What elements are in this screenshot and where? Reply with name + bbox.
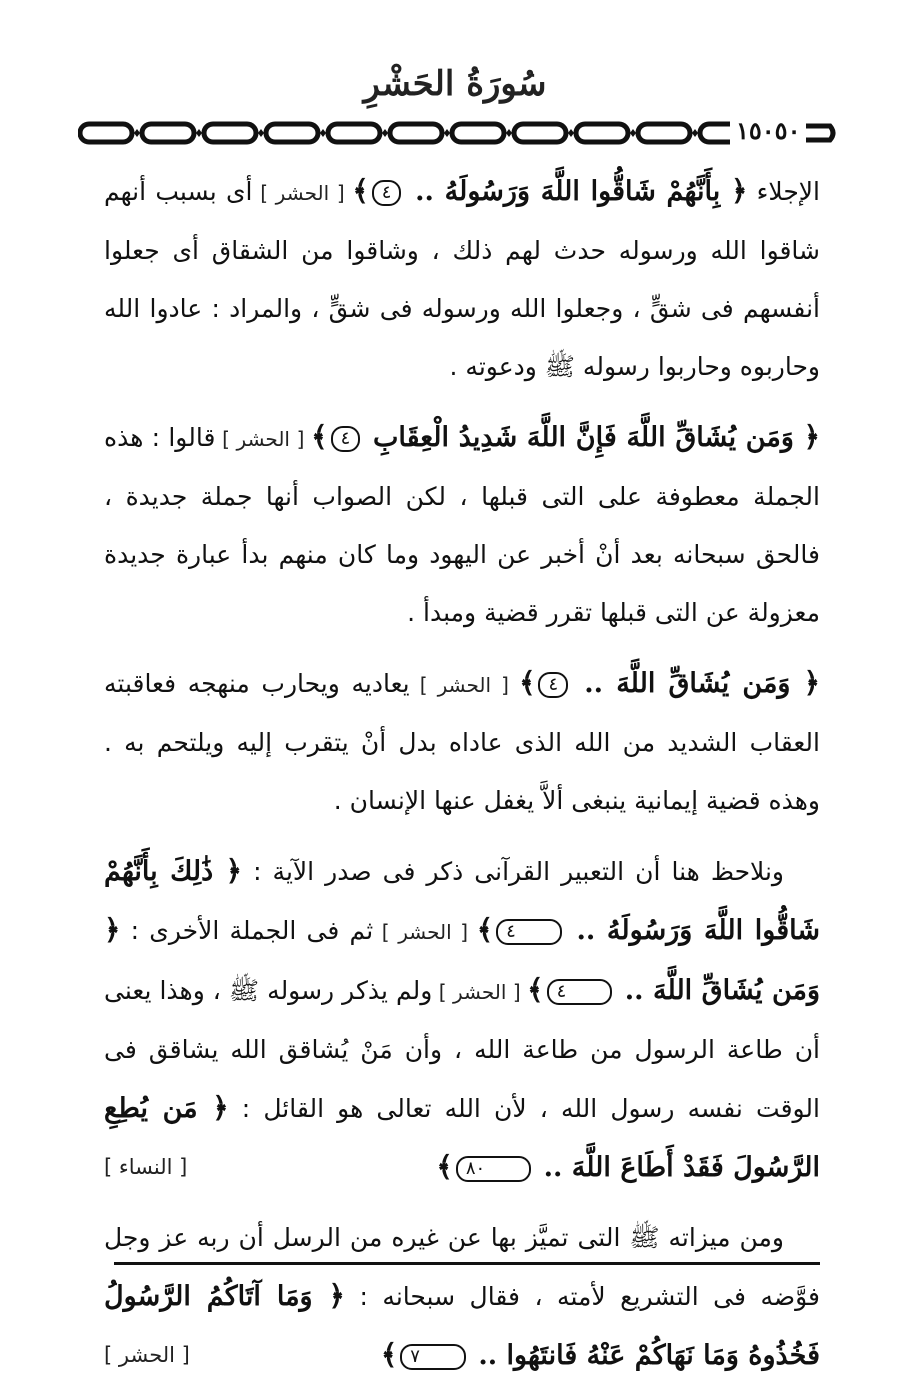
quran-bracket: ﴿ xyxy=(225,854,243,887)
body-text-run: قالوا : هذه الجملة معطوفة على التى قبلها ، لكن الصواب أنها جملة جديدة ، فالحق سبحانه بعد أنْ أخبر عن اليهود وما كان منهم بدأ عبارة جديدة معزولة عن التى قبلها تقرر قضية ومبدأ . xyxy=(104,423,820,627)
quran-bracket: ﴾ xyxy=(519,666,536,699)
verse-reference: [ الحشر ] xyxy=(104,1343,190,1367)
ayah-number: ٤ xyxy=(547,979,613,1005)
quran-verse: بِأَنَّهُمْ شَاقُّوا اللَّهَ وَرَسُولَهُ .. xyxy=(404,176,731,207)
paragraph xyxy=(104,1209,820,1385)
body-text-run: ومن ميزاته ﷺ التى تميَّز بها عن غيره من الرسل أن ربه عز وجل فوَّضه فى التشريع لأمته ، فقال سبحانه : xyxy=(104,1223,820,1311)
paragraph xyxy=(104,654,820,830)
ayah-number: ٤ xyxy=(372,180,402,206)
quran-verse: وَمَا آتَاكُمُ الرَّسُولُ فَخُذُوهُ وَمَا نَهَاكُمْ عَنْهُ فَانتَهُوا .. xyxy=(104,1281,820,1371)
quran-bracket: ﴿ xyxy=(803,420,820,453)
quran-verse: وَمَن يُشَاقِّ اللَّهَ .. xyxy=(571,668,804,699)
paragraph xyxy=(104,842,820,1197)
quran-bracket: ﴿ xyxy=(328,1279,345,1312)
quran-bracket: ﴾ xyxy=(527,973,544,1006)
verse-reference: [ النساء ] xyxy=(104,1155,188,1179)
body-text-run: الإجلاء xyxy=(747,177,820,206)
quran-verse: مَن يُطِعِ الرَّسُولَ فَقَدْ أَطَاعَ اللَّهَ .. xyxy=(104,1093,820,1183)
surah-title: سُورَةُ الحَشْرِ xyxy=(363,64,547,104)
ayah-number: ٤ xyxy=(496,919,562,945)
body-text-run: ثم فى الجملة الأخرى : xyxy=(120,916,374,945)
ayah-number: ٤ xyxy=(538,672,568,698)
quran-bracket: ﴿ xyxy=(803,666,820,699)
body-text-run: ولم يذكر رسوله ﷺ ، وهذا يعنى أن طاعة الرسول من طاعة الله ، وأن مَنْ يُشاقق الله يشاقق فى الوقت نفسه رسول الله ، لأن الله تعالى هو القائل : xyxy=(104,976,820,1123)
body-text-run: أى بسبب أنهم شاقوا الله ورسوله حدث لهم ذلك ، وشاقوا من الشقاق أى جعلوا أنفسهم فى شقٍّ ، وجعلوا الله ورسوله فى شقٍّ ، والمراد : عادوا الله وحاربوه وحاربوا رسوله ﷺ ودعوته . xyxy=(104,177,820,381)
verse-reference: [ الحشر ] xyxy=(252,181,353,205)
ayah-number: ٧ xyxy=(400,1344,466,1370)
verse-reference: [ الحشر ] xyxy=(373,920,477,944)
paragraph xyxy=(104,162,820,396)
ayah-number: ٤ xyxy=(331,426,361,452)
quran-bracket: ﴾ xyxy=(436,1150,453,1183)
verse-reference: [ الحشر ] xyxy=(215,427,312,451)
page-number: ١٥٠٥٠ xyxy=(730,116,806,145)
body-text-run: ونلاحظ هنا أن التعبير القرآنى ذكر فى صدر الآية : xyxy=(242,857,784,886)
quran-bracket: ﴿ xyxy=(730,174,748,207)
verse-reference: [ الحشر ] xyxy=(432,980,528,1004)
quran-verse: ذَٰلِكَ بِأَنَّهُمْ شَاقُّوا اللَّهَ وَرَسُولَهُ .. xyxy=(104,856,820,946)
verse-reference: [ الحشر ] xyxy=(409,673,520,697)
footer-rule xyxy=(114,1262,820,1265)
quran-bracket: ﴾ xyxy=(311,420,328,453)
decorative-chain-border xyxy=(78,118,838,148)
quran-bracket: ﴾ xyxy=(380,1338,398,1371)
quran-bracket: ﴾ xyxy=(352,174,369,207)
quran-bracket: ﴿ xyxy=(212,1091,229,1124)
body-text-run: يعاديه ويحارب منهجه فعاقبته العقاب الشديد من الله الذى عاداه بدل أنْ يتقرب إليه ويلتحم به . وهذه قضية إيمانية ينبغى ألاَّ يغفل عنها الإنسان . xyxy=(104,669,820,815)
paragraph xyxy=(104,408,820,642)
quran-bracket: ﴾ xyxy=(476,913,494,946)
ayah-number: ٨٠ xyxy=(456,1156,531,1182)
quran-verse: وَمَن يُشَاقِّ اللَّهَ فَإِنَّ اللَّهَ شَدِيدُ الْعِقَابِ xyxy=(363,422,804,453)
body-text xyxy=(104,162,820,1397)
quran-verse: وَمَن يُشَاقِّ اللَّهَ .. xyxy=(615,975,821,1006)
quran-bracket: ﴿ xyxy=(104,913,121,946)
